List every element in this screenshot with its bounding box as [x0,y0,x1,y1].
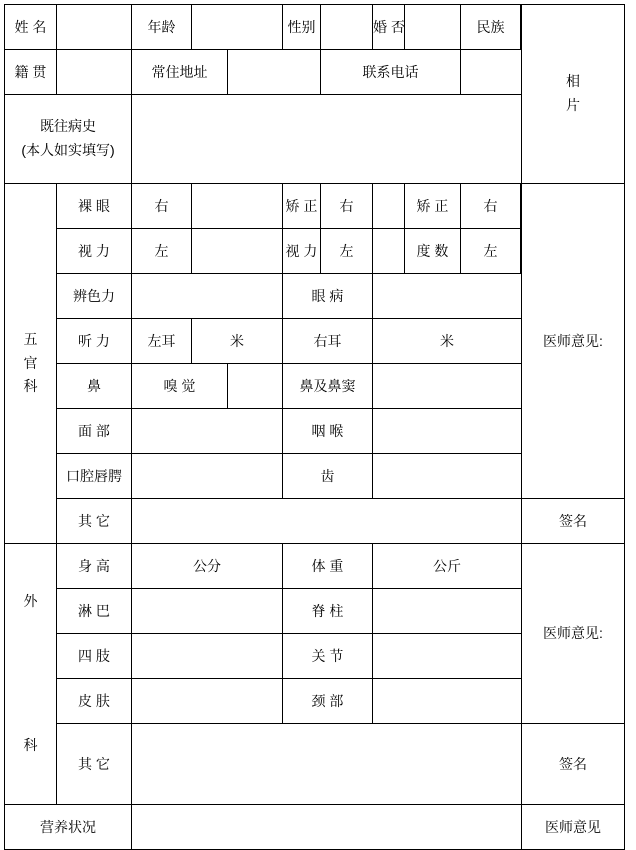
joints-value[interactable] [373,634,522,679]
naked-eye-left-label: 左 [132,229,192,274]
oral-value[interactable] [132,454,283,499]
photo-label-line2: 片 [566,97,580,113]
naked-eye-left-value[interactable] [192,229,283,274]
throat-value[interactable] [373,409,522,454]
gender-label: 性别 [283,5,321,50]
history-value[interactable] [132,95,522,184]
skin-label: 皮 肤 [57,679,132,724]
neck-label: 颈 部 [283,679,373,724]
weight-label: 体 重 [283,544,373,589]
naked-eye-label-line2: 视 力 [57,229,132,274]
name-value[interactable] [57,5,132,50]
history-label [5,95,132,184]
right-ear-value[interactable]: 米 [373,319,522,364]
joints-label: 关 节 [283,634,373,679]
teeth-label: 齿 [283,454,373,499]
nose-sinus-label: 鼻及鼻窦 [283,364,373,409]
nutrition-label: 营养状况 [5,805,132,850]
left-ear-label: 左耳 [132,319,192,364]
name-label: 姓 名 [5,5,57,50]
degree-right-label: 右 [461,184,521,229]
marriage-label: 婚 否 [373,5,405,50]
nose-sinus-value[interactable] [373,364,522,409]
corrected-left-label: 左 [321,229,373,274]
photo-box[interactable] [522,5,625,184]
limbs-value[interactable] [132,634,283,679]
nutrition-doctor-opinion[interactable]: 医师意见 [522,805,625,850]
surgery-other-value[interactable] [132,724,522,805]
nutrition-value[interactable] [132,805,522,850]
table-row-surgery-5 [5,724,625,805]
corrected-left-value[interactable] [373,229,405,274]
height-value[interactable]: 公分 [132,544,283,589]
naked-eye-label-line1: 裸 眼 [57,184,132,229]
address-value[interactable] [228,50,321,95]
throat-label: 咽 喉 [283,409,373,454]
phone-value[interactable] [461,50,522,95]
age-label: 年龄 [132,5,192,50]
color-vision-label: 辨色力 [57,274,132,319]
address-label: 常住地址 [132,50,228,95]
hearing-label: 听 力 [57,319,132,364]
age-value[interactable] [192,5,283,50]
corrected-label-line2: 视 力 [283,229,321,274]
ent-section-char-3: 科 [23,378,38,395]
lymph-value[interactable] [132,589,283,634]
face-value[interactable] [132,409,283,454]
native-place-value[interactable] [57,50,132,95]
ent-signature[interactable]: 签名 [522,499,625,544]
medical-exam-form-page [0,4,636,835]
weight-value[interactable]: 公斤 [373,544,522,589]
spine-value[interactable] [373,589,522,634]
surgery-doctor-opinion[interactable]: 医师意见: [522,544,625,724]
oral-label: 口腔唇腭 [57,454,132,499]
history-label-line2: (本人如实填写) [21,142,115,158]
naked-eye-right-label: 右 [132,184,192,229]
right-ear-label: 右耳 [283,319,373,364]
spine-label: 脊 柱 [283,589,373,634]
smell-label: 嗅 觉 [132,364,228,409]
gender-value[interactable] [321,5,373,50]
surgery-section-label [5,544,57,805]
corrected-right-value[interactable] [373,184,405,229]
ent-doctor-opinion[interactable]: 医师意见: [522,184,625,499]
history-label-line1: 既往病史 [40,118,96,135]
table-row-surgery-1 [5,544,625,589]
nose-label: 鼻 [57,364,132,409]
medical-examination-form [4,4,625,850]
ethnicity-label: 民族 [461,5,521,50]
ent-other-label: 其 它 [57,499,132,544]
smell-value[interactable] [228,364,283,409]
eye-disease-label: 眼 病 [283,274,373,319]
table-row-ent-1 [5,184,625,229]
degree-label-line1: 矫 正 [405,184,461,229]
color-vision-value[interactable] [132,274,283,319]
surgery-signature[interactable]: 签名 [522,724,625,805]
skin-value[interactable] [132,679,283,724]
surgery-section-char-2: 科 [23,737,38,753]
corrected-right-label: 右 [321,184,373,229]
eye-disease-value[interactable] [373,274,522,319]
degree-left-value[interactable] [521,229,522,274]
degree-label-line2: 度 数 [405,229,461,274]
ent-section-char-2: 官 [23,354,38,371]
height-label: 身 高 [57,544,132,589]
degree-left-label: 左 [461,229,521,274]
surgery-other-label: 其 它 [57,724,132,805]
neck-value[interactable] [373,679,522,724]
ent-section-label [5,184,57,544]
naked-eye-right-value[interactable] [192,184,283,229]
limbs-label: 四 肢 [57,634,132,679]
left-ear-value[interactable]: 米 [192,319,283,364]
phone-label: 联系电话 [321,50,461,95]
teeth-value[interactable] [373,454,522,499]
ent-other-value[interactable] [132,499,522,544]
photo-label-line1: 相 [566,73,580,90]
corrected-label-line1: 矫 正 [283,184,321,229]
surgery-section-char-1: 外 [23,593,38,610]
table-row-ent-8 [5,499,625,544]
face-label: 面 部 [57,409,132,454]
table-row-nutrition [5,805,625,850]
native-place-label: 籍 贯 [5,50,57,95]
marriage-value[interactable] [405,5,461,50]
table-row-identity-1 [5,5,625,50]
lymph-label: 淋 巴 [57,589,132,634]
ent-section-char-1: 五 [23,330,38,347]
